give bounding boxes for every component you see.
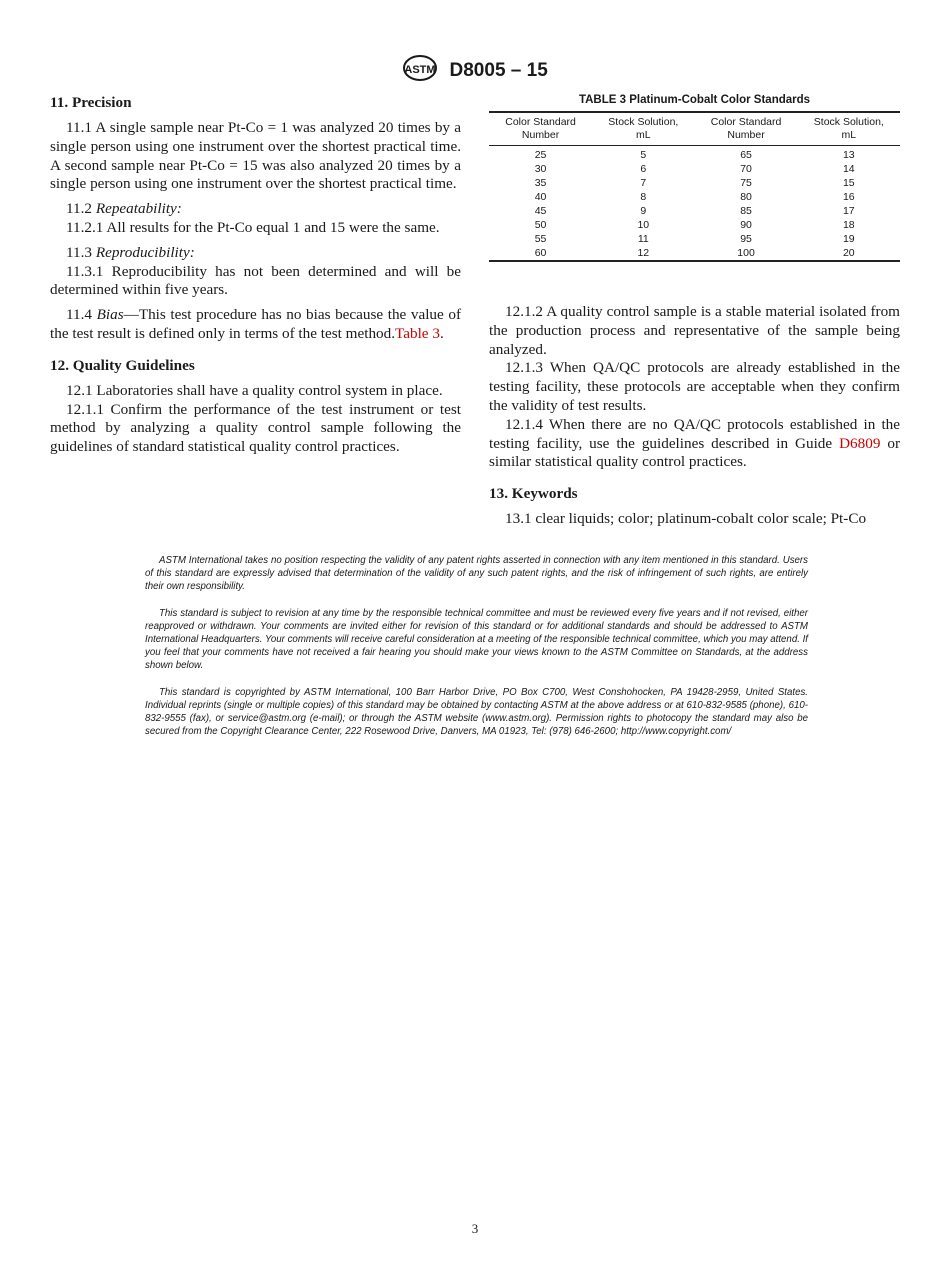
para-num: 11.2 bbox=[66, 200, 96, 218]
table-row bbox=[489, 190, 900, 204]
table-cell: 8 bbox=[640, 191, 647, 203]
header-line: Stock Solution, bbox=[813, 116, 884, 128]
para-11-2 bbox=[50, 200, 461, 219]
para-13-1: 13.1 clear liquids; color; platinum-cobalt color scale; Pt-Co bbox=[505, 510, 867, 528]
patent-notice: ASTM International takes no position respecting the validity of any patent rights asserted in connection with any item mentioned in this standard. Users of this standard are expressly advised that determination of the validity of any such patent rights, and the risk of infringement of such rights, are entirely their own responsibility. bbox=[145, 555, 808, 592]
table-cell: 75 bbox=[740, 177, 752, 189]
table-row bbox=[489, 176, 900, 190]
d6809-link[interactable]: D6809 bbox=[839, 434, 881, 452]
table-cell: 13 bbox=[842, 149, 855, 161]
footer-notices bbox=[145, 554, 808, 752]
table-cell: 65 bbox=[740, 149, 752, 161]
revision-notice: This standard is subject to revision at any time by the responsible technical committee and must be reviewed every five years and if not revised, either reapproved or withdrawn. Your comments are invited either for revision of this standard or for additional standards and should be addressed to ASTM International Headquarters. Your comments will receive careful consideration at a meeting of the responsible technical committee, which you may attend. If you feel that your comments have not received a fair hearing you should make your views known to the ASTM Committee on Standards, at the address shown below. bbox=[145, 608, 808, 671]
table-row bbox=[489, 232, 900, 246]
page-header bbox=[0, 54, 950, 88]
para-12-1: 12.1 Laboratories shall have a quality control system in place. bbox=[66, 381, 443, 399]
header-line: mL bbox=[636, 129, 651, 141]
table-cell: 20 bbox=[842, 247, 855, 259]
header-line: Stock Solution, bbox=[608, 116, 679, 128]
table-3-link[interactable]: Table 3 bbox=[395, 324, 440, 342]
header-line: Number bbox=[521, 129, 560, 141]
table-cell: 100 bbox=[737, 247, 755, 259]
table-cell: 18 bbox=[842, 219, 855, 231]
table-cell: 19 bbox=[842, 233, 855, 245]
table-cell: 6 bbox=[640, 163, 647, 175]
header-line: mL bbox=[841, 129, 857, 141]
table-cell: 5 bbox=[640, 149, 647, 161]
table-3 bbox=[489, 94, 900, 262]
table-cell: 40 bbox=[534, 191, 547, 203]
header-line: Number bbox=[727, 129, 765, 141]
para-11-1: 11.1 A single sample near Pt-Co = 1 was analyzed 20 times by a single person using one instrument over the shortest practical time. A second sample near Pt-Co = 15 was also analyzed 20 times by a single person using one instrument over the shortest practical time. bbox=[50, 119, 461, 193]
para-12-1-4 bbox=[489, 416, 900, 472]
column-header bbox=[489, 112, 592, 146]
para-num: 11.4 bbox=[66, 306, 97, 324]
para-text: 12.1.4 When there are no QA/QC protocols established in the testing facility, use the guidelines described in Guide bbox=[489, 415, 900, 452]
header-line: Color Standard bbox=[710, 116, 782, 128]
table-cell: 12 bbox=[637, 247, 650, 259]
column-header bbox=[592, 112, 694, 146]
table-cell: 14 bbox=[842, 163, 855, 175]
table-cell: 10 bbox=[637, 219, 650, 231]
table-cell: 9 bbox=[640, 205, 647, 217]
para-num: 11.3 bbox=[66, 243, 96, 261]
table-cell: 7 bbox=[640, 177, 647, 189]
table-cell: 17 bbox=[842, 205, 855, 217]
para-12-1-2: 12.1.2 A quality control sample is a stable material isolated from the production process and representative of the sample being analyzed. bbox=[489, 303, 900, 358]
copyright-notice: This standard is copyrighted by ASTM International, 100 Barr Harbor Drive, PO Box C700, West Conshohocken, PA 19428-2959, United States. Individual reprints (single or multiple copies) of this standard may be obtained by contacting ASTM at the above address or at 610-832-9585 (phone), 610-832-9555 (fax), or service@astm.org (e-mail); or through the ASTM website (www.astm.org). Permission rights to photocopy the standard may also be secured from the Copyright Clearance Center, 222 Rosewood Drive, Danvers, MA 01923, Tel: (978) 646-2600; http://www.copyright.com/ bbox=[145, 687, 808, 737]
designation: D8005 – 15 bbox=[449, 60, 548, 82]
table-cell: 60 bbox=[534, 247, 547, 259]
para-heading: Reproducibility: bbox=[95, 243, 195, 261]
column-header bbox=[798, 112, 900, 146]
para-heading: Bias bbox=[96, 306, 124, 324]
table-cell: 85 bbox=[740, 205, 752, 217]
table-cell: 16 bbox=[842, 191, 855, 203]
table-row bbox=[489, 162, 900, 176]
para-11-3-1: 11.3.1 Reproducibility has not been determined and will be determined within five years. bbox=[50, 262, 461, 299]
para-text: or similar statistical quality control practices. bbox=[489, 434, 900, 471]
table-cell: 55 bbox=[534, 233, 547, 245]
para-end: . bbox=[439, 324, 444, 342]
para-text: —This test procedure has no bias because the value of the test result is defined only in terms of the test method. bbox=[50, 306, 461, 342]
table-cell: 80 bbox=[740, 191, 752, 203]
table-cell: 90 bbox=[740, 219, 752, 231]
para-11-3 bbox=[50, 244, 461, 263]
left-column bbox=[50, 93, 461, 463]
table-row bbox=[489, 218, 900, 232]
para-heading: Repeatability: bbox=[95, 200, 182, 218]
para-11-2-1: 11.2.1 All results for the Pt-Co equal 1 and 15 were the same. bbox=[66, 218, 440, 236]
table-cell: 25 bbox=[534, 149, 547, 161]
table-title: TABLE 3 Platinum-Cobalt Color Standards bbox=[578, 94, 811, 106]
table-row bbox=[489, 146, 900, 163]
table-cell: 70 bbox=[740, 163, 752, 175]
section-12-title: 12. Quality Guidelines bbox=[50, 356, 195, 374]
section-11-title: 11. Precision bbox=[50, 94, 132, 111]
table-cell: 95 bbox=[740, 233, 752, 245]
right-column bbox=[489, 303, 900, 535]
column-header bbox=[694, 112, 797, 146]
table-cell: 35 bbox=[534, 177, 547, 189]
table-cell: 45 bbox=[534, 205, 547, 217]
astm-logo-icon bbox=[402, 54, 438, 88]
table-cell: 30 bbox=[534, 163, 547, 175]
table-row bbox=[489, 246, 900, 261]
svg-text:ASTM: ASTM bbox=[404, 64, 436, 76]
header-line: Color Standard bbox=[505, 116, 576, 128]
page-number: 3 bbox=[471, 1221, 479, 1236]
para-12-1-3: 12.1.3 When QA/QC protocols are already established in the testing facility, these protocols are acceptable when they confirm the validity of test results. bbox=[489, 359, 900, 414]
color-standards-table bbox=[489, 111, 900, 262]
para-12-1-1: 12.1.1 Confirm the performance of the test instrument or test method by analyzing a quality control sample following the guidelines of standard statistical quality control practices. bbox=[50, 400, 461, 456]
section-13-title: 13. Keywords bbox=[489, 485, 578, 503]
table-cell: 11 bbox=[637, 233, 649, 245]
table-cell: 15 bbox=[842, 177, 855, 189]
table-row bbox=[489, 204, 900, 218]
para-11-4 bbox=[50, 306, 461, 344]
table-cell: 50 bbox=[534, 219, 547, 231]
